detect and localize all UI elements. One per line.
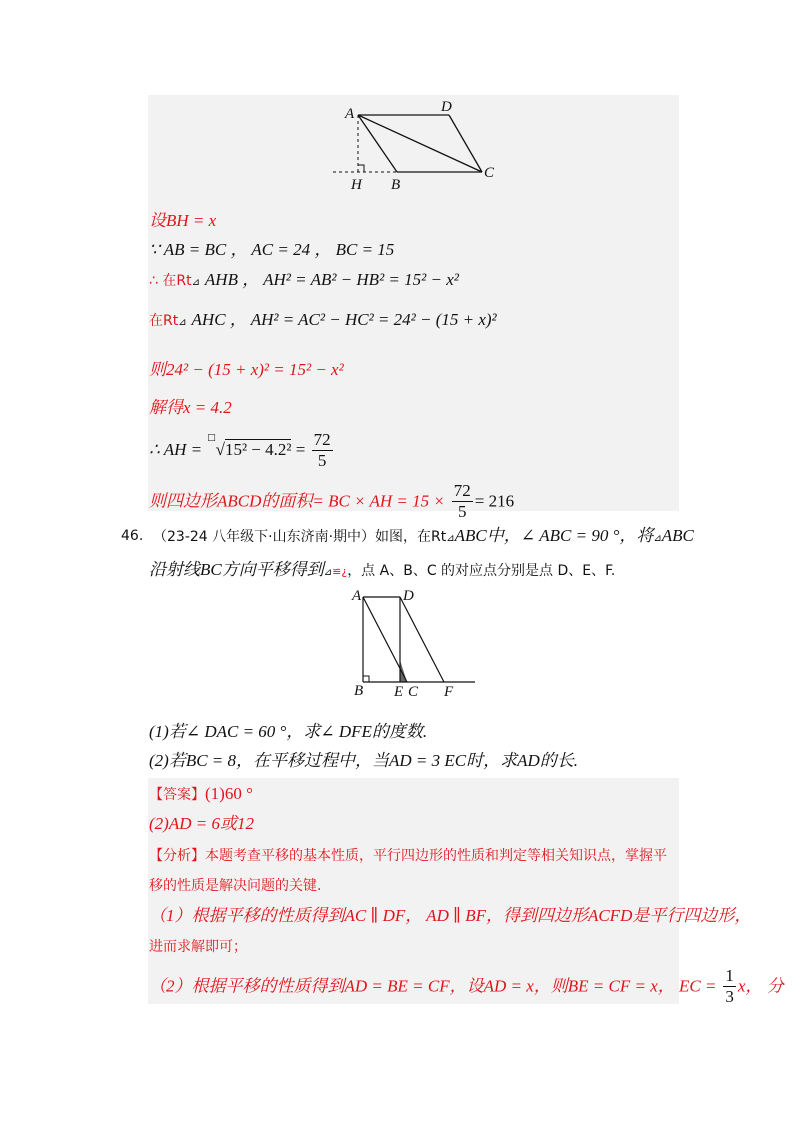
analysis-line-1: 【分析】本题考查平移的基本性质，平行四边形的性质和判定等相关知识点，掌握平 [149,848,667,864]
set-bh: 设BH = x [149,211,217,230]
label-b: B [391,177,401,193]
ah-value-line: ∴ AH = □√15² − 4.2² = $\frac{72}{5}$ [149,429,331,470]
label-d2: D [403,588,414,604]
label-c2: C [408,684,419,700]
figure-parallelogram-abcd [325,96,505,196]
label-b2: B [354,683,364,699]
answer-2: (2)AD = 6或12 [149,814,254,833]
solution1-line-1: （1）根据平移的性质得到AC ∥ DF， AD ∥ BF，得到四边形ACFD是平行四边形， [149,906,752,925]
label-a2: A [352,588,362,604]
given-line: ∵ AB = BC ， AC = 24 ， BC = 15 [149,240,395,259]
question-line-2: 沿射线BC方向平移得到⊿≌¿，点 A、B、C 的对应点分别是点 D、E、F. [149,560,616,579]
then-equation: 则24² − (15 + x)² = 15² − x² [149,360,344,379]
answer-1: 【答案】(1)60 ° [149,784,253,803]
solution2-line: （2）根据平移的性质得到AD = BE = CF，设AD = x，则BE = CF = x， EC = $\frac{1}{3}$ x， 分 [149,966,784,1006]
label-d: D [441,99,452,115]
solve-line: 解得x = 4.2 [149,398,232,417]
label-e2: E [394,684,404,700]
label-h: H [351,177,362,193]
question-number: 46. [121,528,144,544]
question-part-2: (2)若BC = 8，在平移过程中，当AD = 3 EC时，求AD的长. [149,751,579,770]
label-f2: F [444,684,454,700]
question-part-1: (1)若∠ DAC = 60 °，求∠ DFE的度数. [149,722,428,741]
area-line: 则四边形ABCD的面积= BC × AH = 15 × $\frac{72}{5}$ = 216 [149,481,515,521]
rt-ahc-line: 在Rt⊿ AHC ， AH² = AC² − HC² = 24² − (15 + x)² [149,310,497,329]
solution1-line-2: 进而求解即可； [149,939,247,955]
figure-translation [345,585,485,700]
label-a: A [345,106,355,122]
question-line-1: （23-24 八年级下·山东济南·期中）如图，在Rt⊿ABC中，∠ ABC = 90 °，将⊿ABC [153,526,694,545]
label-c: C [484,165,495,181]
rt-ahb-line: ∴ 在Rt⊿ AHB ， AH² = AB² − HB² = 15² − x² [149,270,459,289]
analysis-line-2: 移的性质是解决问题的关键. [149,878,322,894]
